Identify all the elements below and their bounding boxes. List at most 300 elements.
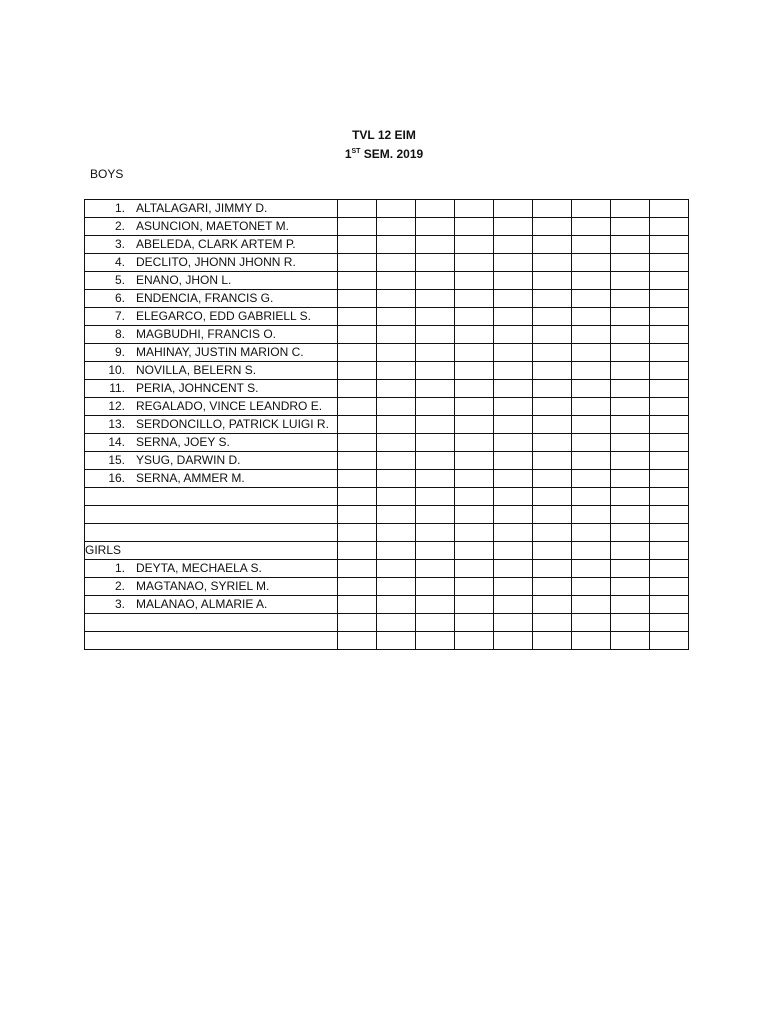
mark-cell[interactable] <box>533 416 572 434</box>
mark-cell[interactable] <box>650 272 689 290</box>
mark-cell[interactable] <box>494 452 533 470</box>
mark-cell[interactable] <box>455 506 494 524</box>
mark-cell[interactable] <box>572 506 611 524</box>
mark-cell[interactable] <box>416 488 455 506</box>
student-name: REGALADO, VINCE LEANDRO E. <box>136 399 323 413</box>
mark-cell[interactable] <box>650 200 689 218</box>
mark-cell[interactable] <box>494 578 533 596</box>
mark-cell[interactable] <box>650 542 689 560</box>
mark-cell[interactable] <box>338 290 377 308</box>
table-row <box>85 380 689 398</box>
mark-cell[interactable] <box>611 542 650 560</box>
student-number: 3. <box>114 597 125 611</box>
mark-cell[interactable] <box>572 218 611 236</box>
student-number: 2. <box>114 219 125 233</box>
mark-cell[interactable] <box>650 308 689 326</box>
semester-rest: SEM. 2019 <box>360 147 424 161</box>
student-number: 1. <box>114 201 125 215</box>
student-cell <box>85 236 338 254</box>
mark-cell[interactable] <box>338 272 377 290</box>
mark-cell[interactable] <box>338 434 377 452</box>
mark-cell[interactable] <box>455 524 494 542</box>
mark-cell[interactable] <box>533 308 572 326</box>
mark-cell[interactable] <box>416 290 455 308</box>
mark-cell[interactable] <box>455 578 494 596</box>
student-number: 4. <box>114 255 125 269</box>
mark-cell[interactable] <box>377 614 416 632</box>
mark-cell[interactable] <box>494 272 533 290</box>
mark-cell[interactable] <box>338 380 377 398</box>
mark-cell[interactable] <box>338 398 377 416</box>
mark-cell[interactable] <box>533 596 572 614</box>
mark-cell[interactable] <box>377 254 416 272</box>
mark-cell[interactable] <box>572 326 611 344</box>
mark-cell[interactable] <box>533 542 572 560</box>
mark-cell[interactable] <box>650 380 689 398</box>
mark-cell[interactable] <box>455 254 494 272</box>
mark-cell[interactable] <box>455 200 494 218</box>
mark-cell[interactable] <box>338 596 377 614</box>
mark-cell[interactable] <box>533 362 572 380</box>
student-cell <box>85 470 338 488</box>
mark-cell[interactable] <box>377 272 416 290</box>
student-cell <box>85 452 338 470</box>
table-row <box>85 218 689 236</box>
mark-cell[interactable] <box>494 416 533 434</box>
mark-cell[interactable] <box>650 344 689 362</box>
mark-cell[interactable] <box>455 326 494 344</box>
student-number: 1. <box>114 561 125 575</box>
mark-cell[interactable] <box>650 506 689 524</box>
mark-cell[interactable] <box>533 254 572 272</box>
mark-cell[interactable] <box>494 470 533 488</box>
mark-cell[interactable] <box>650 290 689 308</box>
mark-cell[interactable] <box>650 434 689 452</box>
mark-cell[interactable] <box>650 578 689 596</box>
mark-cell[interactable] <box>494 362 533 380</box>
mark-cell[interactable] <box>611 344 650 362</box>
mark-cell[interactable] <box>338 326 377 344</box>
mark-cell[interactable] <box>494 218 533 236</box>
empty-row <box>85 614 689 632</box>
empty-name-cell[interactable] <box>85 614 338 632</box>
student-cell <box>85 218 338 236</box>
student-number: 11. <box>109 381 125 395</box>
mark-cell[interactable] <box>377 578 416 596</box>
mark-cell[interactable] <box>572 380 611 398</box>
table-row <box>85 236 689 254</box>
student-number: 16. <box>108 471 125 485</box>
mark-cell[interactable] <box>533 632 572 650</box>
mark-cell[interactable] <box>455 470 494 488</box>
mark-cell[interactable] <box>455 362 494 380</box>
mark-cell[interactable] <box>572 614 611 632</box>
mark-cell[interactable] <box>611 326 650 344</box>
empty-row <box>85 524 689 542</box>
mark-cell[interactable] <box>455 416 494 434</box>
mark-cell[interactable] <box>533 488 572 506</box>
mark-cell[interactable] <box>377 596 416 614</box>
mark-cell[interactable] <box>455 380 494 398</box>
mark-cell[interactable] <box>533 578 572 596</box>
mark-cell[interactable] <box>533 614 572 632</box>
mark-cell[interactable] <box>650 596 689 614</box>
mark-cell[interactable] <box>377 506 416 524</box>
mark-cell[interactable] <box>533 524 572 542</box>
mark-cell[interactable] <box>416 308 455 326</box>
mark-cell[interactable] <box>494 308 533 326</box>
student-cell <box>85 416 338 434</box>
table-row <box>85 326 689 344</box>
mark-cell[interactable] <box>650 416 689 434</box>
mark-cell[interactable] <box>338 452 377 470</box>
mark-cell[interactable] <box>338 254 377 272</box>
mark-cell[interactable] <box>572 200 611 218</box>
mark-cell[interactable] <box>611 506 650 524</box>
mark-cell[interactable] <box>572 416 611 434</box>
mark-cell[interactable] <box>650 614 689 632</box>
mark-cell[interactable] <box>494 434 533 452</box>
student-cell <box>85 398 338 416</box>
mark-cell[interactable] <box>416 560 455 578</box>
mark-cell[interactable] <box>338 488 377 506</box>
student-name: MALANAO, ALMARIE A. <box>136 597 268 611</box>
mark-cell[interactable] <box>377 632 416 650</box>
student-name: SERDONCILLO, PATRICK LUIGI R. <box>136 417 329 431</box>
mark-cell[interactable] <box>416 218 455 236</box>
mark-cell[interactable] <box>416 452 455 470</box>
mark-cell[interactable] <box>611 200 650 218</box>
mark-cell[interactable] <box>572 254 611 272</box>
mark-cell[interactable] <box>338 362 377 380</box>
mark-cell[interactable] <box>494 200 533 218</box>
mark-cell[interactable] <box>416 434 455 452</box>
mark-cell[interactable] <box>338 470 377 488</box>
table-row <box>85 560 689 578</box>
mark-cell[interactable] <box>650 632 689 650</box>
attendance-table-body <box>85 200 689 650</box>
student-name: ENDENCIA, FRANCIS G. <box>136 291 274 305</box>
mark-cell[interactable] <box>377 416 416 434</box>
mark-cell[interactable] <box>650 326 689 344</box>
mark-cell[interactable] <box>650 560 689 578</box>
mark-cell[interactable] <box>416 632 455 650</box>
mark-cell[interactable] <box>338 200 377 218</box>
mark-cell[interactable] <box>572 470 611 488</box>
mark-cell[interactable] <box>572 524 611 542</box>
table-row <box>85 470 689 488</box>
mark-cell[interactable] <box>338 560 377 578</box>
student-cell <box>85 560 338 578</box>
mark-cell[interactable] <box>455 308 494 326</box>
mark-cell[interactable] <box>572 362 611 380</box>
mark-cell[interactable] <box>455 488 494 506</box>
mark-cell[interactable] <box>611 398 650 416</box>
empty-row <box>85 632 689 650</box>
mark-cell[interactable] <box>533 236 572 254</box>
student-cell <box>85 344 338 362</box>
mark-cell[interactable] <box>533 398 572 416</box>
student-number: 2. <box>114 579 125 593</box>
student-name: DECLITO, JHONN JHONN R. <box>136 255 296 269</box>
mark-cell[interactable] <box>611 380 650 398</box>
table-row <box>85 308 689 326</box>
mark-cell[interactable] <box>611 632 650 650</box>
mark-cell[interactable] <box>533 452 572 470</box>
mark-cell[interactable] <box>533 434 572 452</box>
mark-cell[interactable] <box>455 398 494 416</box>
mark-cell[interactable] <box>416 596 455 614</box>
mark-cell[interactable] <box>650 470 689 488</box>
mark-cell[interactable] <box>533 326 572 344</box>
student-name: MAGTANAO, SYRIEL M. <box>136 579 270 593</box>
student-name: ASUNCION, MAETONET M. <box>136 219 289 233</box>
mark-cell[interactable] <box>611 290 650 308</box>
mark-cell[interactable] <box>611 524 650 542</box>
table-row <box>85 596 689 614</box>
mark-cell[interactable] <box>494 290 533 308</box>
girls-section-label: GIRLS <box>85 542 338 560</box>
mark-cell[interactable] <box>377 470 416 488</box>
mark-cell[interactable] <box>416 614 455 632</box>
mark-cell[interactable] <box>455 632 494 650</box>
mark-cell[interactable] <box>611 470 650 488</box>
student-number: 8. <box>114 327 125 341</box>
empty-name-cell[interactable] <box>85 488 338 506</box>
student-cell <box>85 290 338 308</box>
mark-cell[interactable] <box>572 290 611 308</box>
mark-cell[interactable] <box>650 218 689 236</box>
mark-cell[interactable] <box>494 380 533 398</box>
student-number: 9. <box>114 345 125 359</box>
mark-cell[interactable] <box>572 596 611 614</box>
student-cell <box>85 434 338 452</box>
mark-cell[interactable] <box>338 614 377 632</box>
mark-cell[interactable] <box>455 290 494 308</box>
mark-cell[interactable] <box>455 614 494 632</box>
mark-cell[interactable] <box>416 344 455 362</box>
mark-cell[interactable] <box>416 524 455 542</box>
student-cell <box>85 254 338 272</box>
mark-cell[interactable] <box>494 632 533 650</box>
mark-cell[interactable] <box>611 254 650 272</box>
mark-cell[interactable] <box>455 560 494 578</box>
mark-cell[interactable] <box>416 254 455 272</box>
student-name: PERIA, JOHNCENT S. <box>136 381 259 395</box>
student-cell <box>85 326 338 344</box>
mark-cell[interactable] <box>455 452 494 470</box>
mark-cell[interactable] <box>611 488 650 506</box>
table-row <box>85 434 689 452</box>
mark-cell[interactable] <box>611 362 650 380</box>
mark-cell[interactable] <box>494 254 533 272</box>
mark-cell[interactable] <box>650 524 689 542</box>
boys-section-label: BOYS <box>90 167 124 181</box>
mark-cell[interactable] <box>650 398 689 416</box>
table-row <box>85 290 689 308</box>
mark-cell[interactable] <box>338 344 377 362</box>
student-cell <box>85 596 338 614</box>
mark-cell[interactable] <box>494 326 533 344</box>
mark-cell[interactable] <box>533 380 572 398</box>
mark-cell[interactable] <box>494 344 533 362</box>
mark-cell[interactable] <box>377 398 416 416</box>
mark-cell[interactable] <box>338 524 377 542</box>
mark-cell[interactable] <box>533 200 572 218</box>
student-cell <box>85 200 338 218</box>
semester-suffix: ST <box>351 148 361 155</box>
mark-cell[interactable] <box>455 542 494 560</box>
mark-cell[interactable] <box>494 236 533 254</box>
mark-cell[interactable] <box>494 398 533 416</box>
mark-cell[interactable] <box>611 236 650 254</box>
mark-cell[interactable] <box>416 578 455 596</box>
mark-cell[interactable] <box>455 596 494 614</box>
mark-cell[interactable] <box>416 470 455 488</box>
mark-cell[interactable] <box>338 632 377 650</box>
mark-cell[interactable] <box>494 506 533 524</box>
mark-cell[interactable] <box>377 362 416 380</box>
mark-cell[interactable] <box>650 362 689 380</box>
table-row <box>85 362 689 380</box>
mark-cell[interactable] <box>494 614 533 632</box>
mark-cell[interactable] <box>572 632 611 650</box>
mark-cell[interactable] <box>533 470 572 488</box>
mark-cell[interactable] <box>611 218 650 236</box>
mark-cell[interactable] <box>533 344 572 362</box>
student-name: ALTALAGARI, JIMMY D. <box>136 201 268 215</box>
mark-cell[interactable] <box>416 272 455 290</box>
mark-cell[interactable] <box>611 308 650 326</box>
mark-cell[interactable] <box>377 560 416 578</box>
mark-cell[interactable] <box>650 488 689 506</box>
mark-cell[interactable] <box>416 416 455 434</box>
mark-cell[interactable] <box>572 434 611 452</box>
mark-cell[interactable] <box>377 290 416 308</box>
student-number: 3. <box>114 237 125 251</box>
mark-cell[interactable] <box>416 380 455 398</box>
mark-cell[interactable] <box>377 452 416 470</box>
mark-cell[interactable] <box>572 542 611 560</box>
mark-cell[interactable] <box>455 434 494 452</box>
group-label-row <box>85 542 689 560</box>
mark-cell[interactable] <box>572 272 611 290</box>
mark-cell[interactable] <box>611 614 650 632</box>
table-row <box>85 200 689 218</box>
mark-cell[interactable] <box>572 236 611 254</box>
mark-cell[interactable] <box>338 542 377 560</box>
mark-cell[interactable] <box>533 218 572 236</box>
empty-name-cell[interactable] <box>85 524 338 542</box>
mark-cell[interactable] <box>377 524 416 542</box>
mark-cell[interactable] <box>338 308 377 326</box>
mark-cell[interactable] <box>611 272 650 290</box>
student-name: ENANO, JHON L. <box>136 273 232 287</box>
mark-cell[interactable] <box>650 236 689 254</box>
mark-cell[interactable] <box>611 578 650 596</box>
student-cell <box>85 578 338 596</box>
mark-cell[interactable] <box>377 488 416 506</box>
mark-cell[interactable] <box>338 506 377 524</box>
mark-cell[interactable] <box>377 326 416 344</box>
mark-cell[interactable] <box>377 542 416 560</box>
mark-cell[interactable] <box>377 236 416 254</box>
mark-cell[interactable] <box>338 578 377 596</box>
student-number: 6. <box>114 291 125 305</box>
mark-cell[interactable] <box>533 506 572 524</box>
mark-cell[interactable] <box>611 434 650 452</box>
mark-cell[interactable] <box>377 200 416 218</box>
mark-cell[interactable] <box>611 452 650 470</box>
mark-cell[interactable] <box>338 236 377 254</box>
mark-cell[interactable] <box>416 200 455 218</box>
mark-cell[interactable] <box>455 272 494 290</box>
mark-cell[interactable] <box>572 398 611 416</box>
mark-cell[interactable] <box>416 506 455 524</box>
mark-cell[interactable] <box>572 560 611 578</box>
mark-cell[interactable] <box>377 344 416 362</box>
mark-cell[interactable] <box>416 542 455 560</box>
mark-cell[interactable] <box>572 452 611 470</box>
mark-cell[interactable] <box>416 326 455 344</box>
mark-cell[interactable] <box>611 416 650 434</box>
student-number: 15. <box>108 453 125 467</box>
mark-cell[interactable] <box>533 290 572 308</box>
mark-cell[interactable] <box>572 308 611 326</box>
mark-cell[interactable] <box>494 560 533 578</box>
mark-cell[interactable] <box>455 218 494 236</box>
mark-cell[interactable] <box>650 254 689 272</box>
empty-name-cell[interactable] <box>85 506 338 524</box>
mark-cell[interactable] <box>650 452 689 470</box>
mark-cell[interactable] <box>338 218 377 236</box>
mark-cell[interactable] <box>455 236 494 254</box>
mark-cell[interactable] <box>611 560 650 578</box>
student-number: 7. <box>114 309 125 323</box>
student-cell <box>85 308 338 326</box>
mark-cell[interactable] <box>377 434 416 452</box>
mark-cell[interactable] <box>377 380 416 398</box>
student-name: SERNA, AMMER M. <box>136 471 245 485</box>
mark-cell[interactable] <box>611 596 650 614</box>
student-number: 12. <box>108 399 125 413</box>
mark-cell[interactable] <box>572 344 611 362</box>
student-name: MAHINAY, JUSTIN MARION C. <box>136 345 304 359</box>
student-name: SERNA, JOEY S. <box>136 435 230 449</box>
empty-name-cell[interactable] <box>85 632 338 650</box>
semester-label <box>0 147 768 161</box>
student-name: DEYTA, MECHAELA S. <box>136 561 262 575</box>
mark-cell[interactable] <box>416 398 455 416</box>
mark-cell[interactable] <box>377 218 416 236</box>
mark-cell[interactable] <box>533 272 572 290</box>
mark-cell[interactable] <box>572 488 611 506</box>
mark-cell[interactable] <box>377 308 416 326</box>
mark-cell[interactable] <box>494 524 533 542</box>
mark-cell[interactable] <box>416 362 455 380</box>
mark-cell[interactable] <box>494 596 533 614</box>
table-row <box>85 452 689 470</box>
mark-cell[interactable] <box>455 344 494 362</box>
table-row <box>85 344 689 362</box>
student-cell <box>85 362 338 380</box>
mark-cell[interactable] <box>338 416 377 434</box>
mark-cell[interactable] <box>494 542 533 560</box>
mark-cell[interactable] <box>494 488 533 506</box>
mark-cell[interactable] <box>572 578 611 596</box>
mark-cell[interactable] <box>533 560 572 578</box>
mark-cell[interactable] <box>416 236 455 254</box>
